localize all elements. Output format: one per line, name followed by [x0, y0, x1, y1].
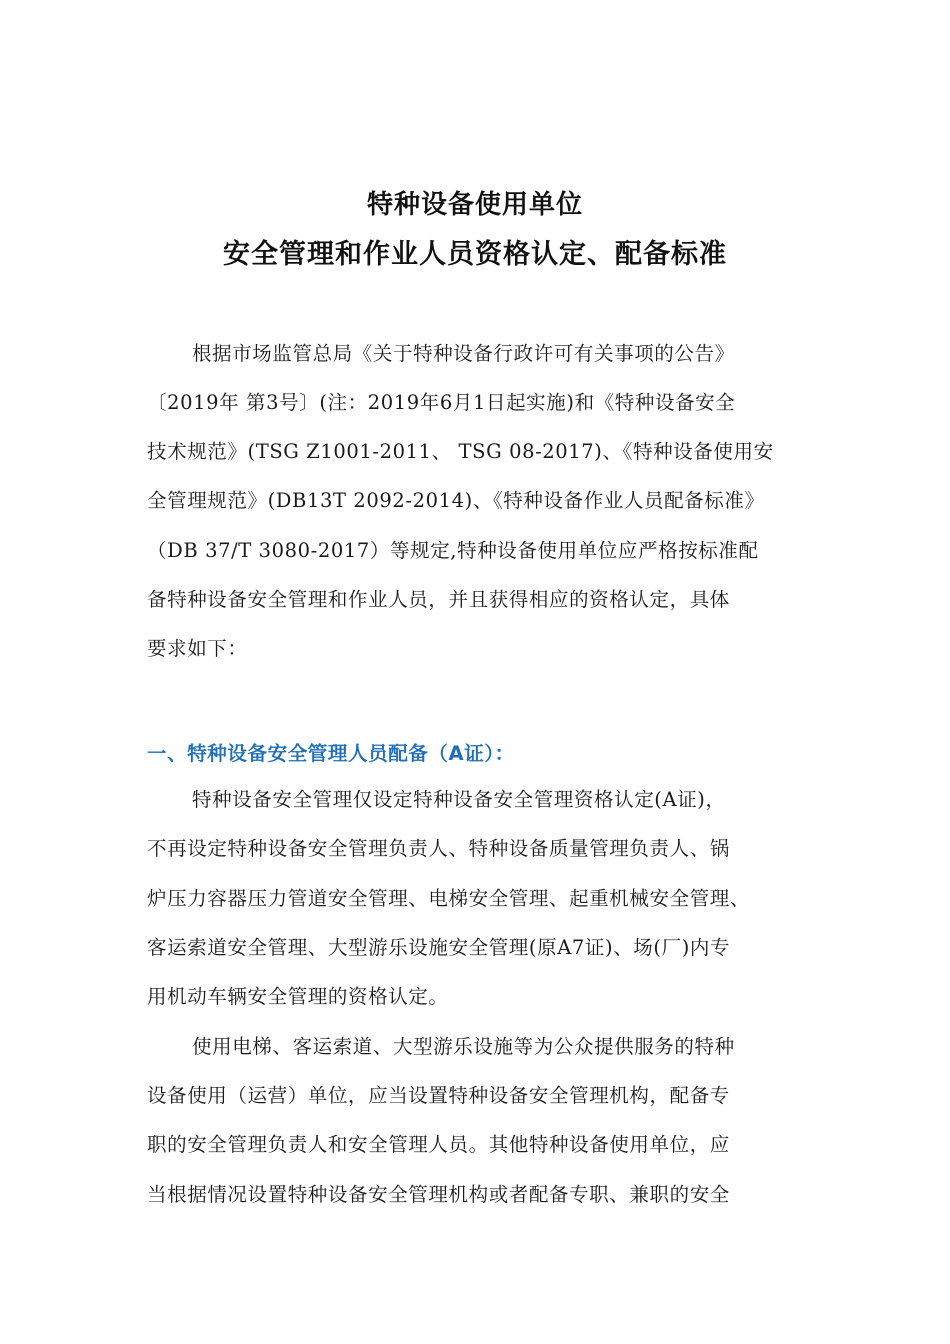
- section1-para1-line: 不再设定特种设备安全管理负责人、特种设备质量管理负责人、锅: [147, 837, 730, 860]
- section-heading: 一、特种设备安全管理人员配备（A证）：: [147, 742, 515, 765]
- section1-para1-line: 特种设备安全管理仅设定特种设备安全管理资格认定(A证)，: [192, 788, 726, 811]
- document-title-line1: 特种设备使用单位: [366, 190, 583, 220]
- intro-line: 要求如下：: [147, 637, 248, 660]
- intro-line: （DB 37/T 3080-2017）等规定,特种设备使用单位应严格按标准配: [147, 539, 759, 562]
- intro-line: 〔2019年 第3号〕(注：2019年6月1日起实施)和《特种设备安全: [147, 391, 736, 414]
- section1-para1-line: 用机动车辆安全管理的资格认定。: [147, 985, 449, 1008]
- intro-line: 根据市场监管总局《关于特种设备行政许可有关事项的公告》: [192, 342, 735, 365]
- section1-para2-line: 当根据情况设置特种设备安全管理机构或者配备专职、兼职的安全: [147, 1183, 730, 1206]
- intro-line: 全管理规范》(DB13T 2092-2014)、《特种设备作业人员配备标准》: [147, 489, 765, 512]
- intro-line: 备特种设备安全管理和作业人员，并且获得相应的资格认定，具体: [147, 588, 730, 611]
- section1-para2-line: 职的安全管理负责人和安全管理人员。其他特种设备使用单位，应: [147, 1133, 730, 1156]
- document-title-line2: 安全管理和作业人员资格认定、配备标准: [223, 239, 727, 270]
- section1-para1-line: 客运索道安全管理、大型游乐设施安全管理(原A7证)、场(厂)内专: [147, 936, 731, 959]
- section1-para2-line: 设备使用（运营）单位，应当设置特种设备安全管理机构，配备专: [147, 1084, 730, 1107]
- intro-line: 技术规范》(TSG Z1001-2011、 TSG 08-2017)、《特种设备使用安: [147, 440, 774, 463]
- section1-para1-line: 炉压力容器压力管道安全管理、电梯安全管理、起重机械安全管理、: [147, 887, 751, 910]
- section1-para2-line: 使用电梯、客运索道、大型游乐设施等为公众提供服务的特种: [192, 1035, 735, 1058]
